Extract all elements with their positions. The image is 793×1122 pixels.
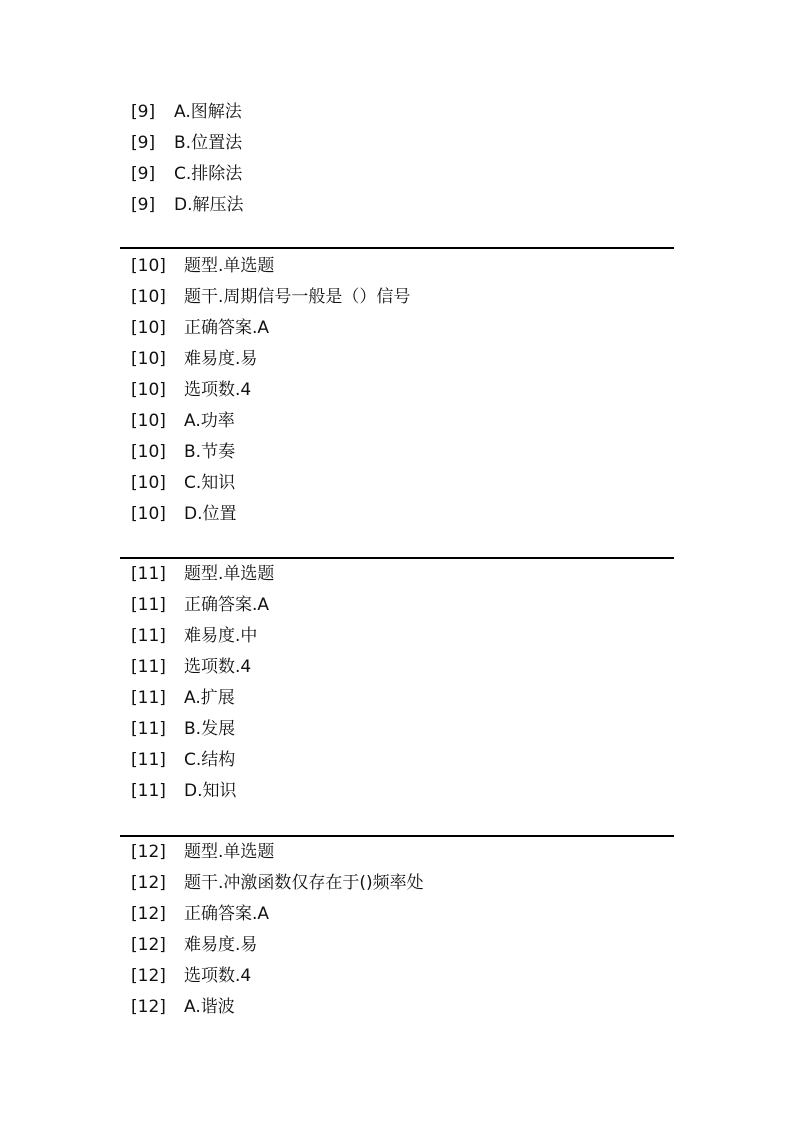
question-line: 题型.单选题: [184, 842, 275, 862]
question-line: 正确答案.A: [184, 595, 270, 615]
question-number: [10]: [131, 287, 166, 307]
question-number: [11]: [131, 719, 166, 739]
question-number: [11]: [131, 595, 166, 615]
question-line: C.结构: [184, 750, 236, 770]
question-number: [12]: [131, 935, 166, 955]
question-line: 难易度.中: [184, 626, 258, 646]
question-line: C.排除法: [174, 164, 243, 184]
question-11-block: [120, 559, 674, 807]
list-item: [120, 930, 674, 961]
question-line: D.解压法: [174, 195, 244, 215]
question-line: 选项数.4: [184, 380, 252, 400]
question-line: B.位置法: [174, 133, 243, 153]
question-line: 题干.周期信号一般是（）信号: [184, 287, 411, 307]
question-number: [10]: [131, 349, 166, 369]
question-number: [9]: [131, 133, 156, 153]
question-line: C.知识: [184, 473, 236, 493]
question-number: [10]: [131, 411, 166, 431]
list-item: [120, 590, 674, 621]
list-item: [120, 992, 674, 1023]
list-item: [120, 837, 674, 868]
question-number: [9]: [131, 102, 156, 122]
question-number: [11]: [131, 564, 166, 584]
question-line: D.位置: [184, 504, 237, 524]
question-line: 选项数.4: [184, 966, 252, 986]
list-item: [120, 621, 674, 652]
list-item: [120, 468, 674, 499]
question-number: [10]: [131, 442, 166, 462]
question-number: [10]: [131, 318, 166, 338]
question-number: [11]: [131, 688, 166, 708]
list-item: [120, 251, 674, 282]
list-item: [120, 776, 674, 807]
list-item: [120, 344, 674, 375]
question-number: [11]: [131, 750, 166, 770]
list-item: [120, 899, 674, 930]
question-number: [10]: [131, 473, 166, 493]
list-item: [120, 375, 674, 406]
question-line: A.功率: [184, 411, 235, 431]
question-number: [11]: [131, 657, 166, 677]
question-line: 难易度.易: [184, 935, 258, 955]
question-line: 题型.单选题: [184, 564, 275, 584]
question-line: A.谐波: [184, 997, 235, 1017]
list-item: [120, 868, 674, 899]
list-item: [120, 652, 674, 683]
question-number: [9]: [131, 164, 156, 184]
question-number: [12]: [131, 842, 166, 862]
question-12-block: [120, 837, 674, 1023]
list-item: [120, 499, 674, 530]
list-item: [120, 961, 674, 992]
list-item: [120, 190, 674, 221]
list-item: [120, 159, 674, 190]
question-line: 正确答案.A: [184, 318, 270, 338]
list-item: [120, 559, 674, 590]
list-item: [120, 437, 674, 468]
question-line: 题干.冲激函数仅存在于()频率处: [184, 873, 424, 893]
question-line: B.发展: [184, 719, 236, 739]
question-10-block: [120, 251, 674, 530]
list-item: [120, 745, 674, 776]
section-divider: [120, 247, 674, 249]
question-number: [10]: [131, 504, 166, 524]
question-number: [12]: [131, 997, 166, 1017]
list-item: [120, 714, 674, 745]
list-item: [120, 97, 674, 128]
question-number: [9]: [131, 195, 156, 215]
question-line: 难易度.易: [184, 349, 258, 369]
question-number: [12]: [131, 873, 166, 893]
list-item: [120, 313, 674, 344]
list-item: [120, 406, 674, 437]
question-line: A.图解法: [174, 102, 242, 122]
question-line: D.知识: [184, 781, 237, 801]
question-9-block: [120, 97, 674, 221]
question-line: 选项数.4: [184, 657, 252, 677]
question-line: 题型.单选题: [184, 256, 275, 276]
question-line: 正确答案.A: [184, 904, 270, 924]
list-item: [120, 683, 674, 714]
list-item: [120, 128, 674, 159]
question-number: [11]: [131, 626, 166, 646]
question-number: [11]: [131, 781, 166, 801]
question-number: [10]: [131, 256, 166, 276]
question-number: [10]: [131, 380, 166, 400]
question-line: B.节奏: [184, 442, 236, 462]
list-item: [120, 282, 674, 313]
question-line: A.扩展: [184, 688, 235, 708]
question-number: [12]: [131, 966, 166, 986]
question-number: [12]: [131, 904, 166, 924]
